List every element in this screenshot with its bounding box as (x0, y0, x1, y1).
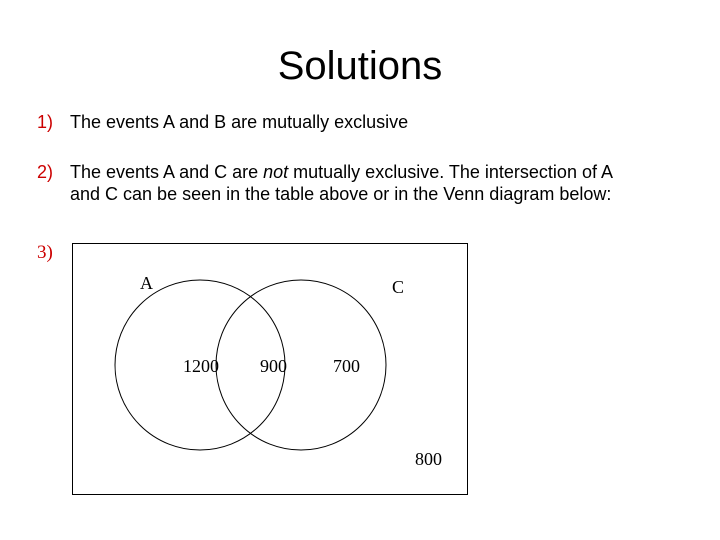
solution-item-2 (37, 161, 697, 207)
set-c-circle (216, 280, 386, 450)
venn-diagram (72, 243, 468, 495)
item-number: 2) (37, 162, 54, 182)
set-c-label: C (392, 277, 405, 297)
only-c-value: 700 (333, 356, 360, 376)
item-number: 3) (37, 242, 53, 263)
venn-svg (73, 244, 469, 496)
solution-item-1 (37, 111, 697, 135)
item-number: 1) (37, 112, 54, 132)
item-text-line2: and C can be seen in the table above or in the Venn diagram below: (70, 184, 612, 204)
intersection-value: 900 (260, 356, 287, 376)
item-text-emphasis: not (263, 162, 289, 182)
only-a-value: 1200 (183, 356, 219, 376)
set-a-label: A (140, 273, 153, 293)
item-text (70, 161, 613, 205)
item-text-part: The events A and C are (70, 162, 264, 182)
outside-value: 800 (415, 449, 442, 469)
item-text-part: mutually exclusive. The intersection of A (288, 162, 613, 182)
page-title: Solutions (277, 44, 443, 88)
item-text: The events A and B are mutually exclusive (70, 112, 409, 132)
